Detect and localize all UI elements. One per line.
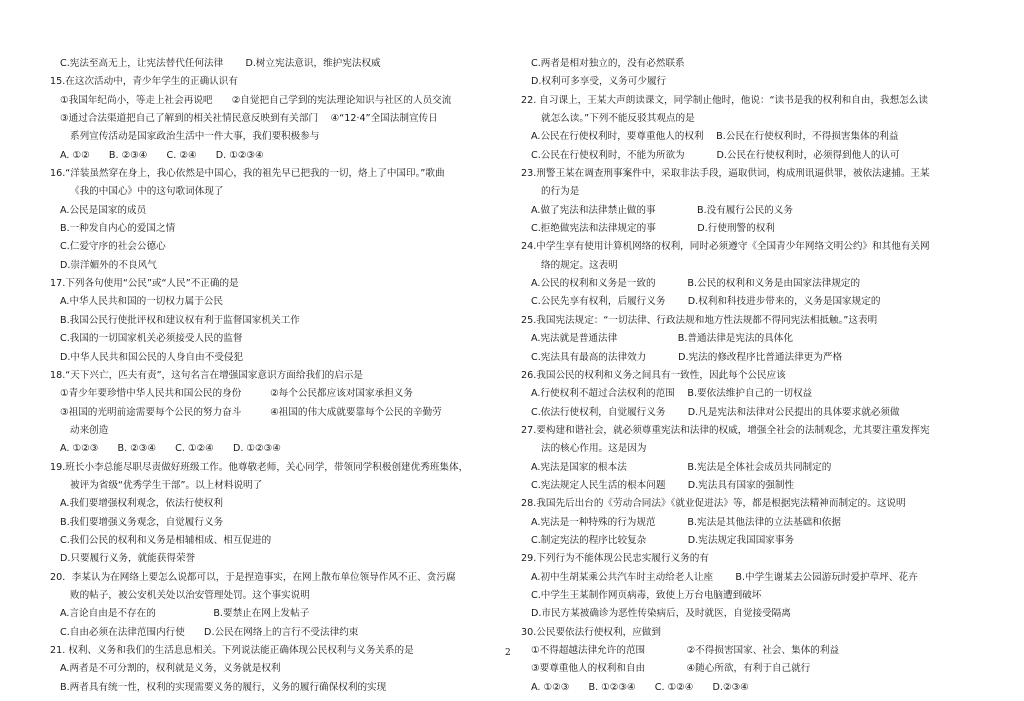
left-line-1: C.宪法至高无上，让宪法替代任何法律 D.树立宪法意识，维护宪法权威 (60, 58, 381, 69)
page-number: 2 (505, 648, 511, 658)
right-line-6: C.公民在行使权利时，不能为所欲为 D.公民在行使权利时，必须得到他人的认可 (531, 149, 900, 161)
left-line-17: D.中华人民共和国公民的人身自由不受侵犯 (60, 351, 244, 363)
left-line-35: B.两者具有统一性，权利的实现需要义务的履行，义务的履行确保权利的实现 (60, 681, 387, 693)
left-line-31: A.言论自由是不存在的 B.要禁止在网上发帖子 (60, 608, 310, 620)
right-line-31: D.市民方某被确诊为恶性传染病后，及时就医，自觉接受隔离 (531, 608, 791, 620)
left-line-15: B.我国公民行使批评权和建议权有利于监督国家机关工作 (60, 314, 300, 326)
left-line-13: 17.下列各句使用“公民”或“人民”不正确的是 (50, 278, 239, 290)
right-line-14: C.公民先享有权利，后履行义务 D.权利和科技进步带来的，义务是国家规定的 (531, 296, 881, 308)
right-line-16: A.宪法就是普通法律 B.普通法律是宪法的具体化 (531, 333, 793, 345)
right-line-24: C.宪法规定人民生活的根本问题 D.宪法具有国家的强制性 (531, 479, 795, 491)
right-line-8: 的行为是 (541, 186, 580, 198)
right-line-7: 23.刑警王某在调查刑事案件中，采取非法手段，逼取供词，构成刑讯逼供罪，被依法逮捕。王某 (521, 168, 930, 180)
right-line-18: 26.我国公民的权利和义务之间具有一致性，因此每个公民应该 (521, 369, 786, 381)
right-line-4: 就怎么读。”下列不能反驳其观点的是 (541, 113, 695, 125)
left-line-14: A.中华人民共和国的一切权力属于公民 (60, 296, 223, 308)
right-line-28: 29.下列行为不能体现公民忠实履行义务的有 (521, 553, 709, 565)
right-line-21: 27.要构建和谐社会，就必须尊重宪法和法律的权威，增强全社会的法制观念，尤其要注重发挥宪 (521, 424, 930, 436)
right-line-26: A.宪法是一种特殊的行为规范 B.宪法是其他法律的立法基础和依据 (531, 516, 841, 528)
right-line-27: C.制定宪法的程序比较复杂 D.宪法规定我国国家事务 (531, 534, 795, 546)
left-line-29: 20．李某认为在网络上要怎么说都可以，于是捏造事实，在网上散布单位领导作风不正、贪污腐 (50, 571, 456, 583)
left-line-8: 《我的中国心》中的这句歌词体现了 (70, 186, 224, 198)
left-line-27: C.我们公民的权利和义务是相辅相成、相互促进的 (60, 534, 272, 546)
right-line-17: C.宪法具有最高的法律效力 D.宪法的修改程序比普通法律更为严格 (531, 351, 843, 363)
right-line-29: A.初中生胡某乘公共汽车时主动给老人让座 B.中学生谢某去公园游玩时爱护草坪、花卉 (531, 571, 918, 583)
right-line-22: 法的核心作用。这是因为 (541, 443, 647, 455)
right-line-20: C.依法行使权利，自觉履行义务 D.凡是宪法和法律对公民提出的具体要求就必须做 (531, 406, 900, 418)
left-line-2: 15.在这次活动中，青少年学生的正确认识有 (50, 76, 238, 88)
left-line-25: A.我们要增强权利观念，依法行使权利 (60, 498, 223, 510)
left-line-3: ①我国年纪尚小，等走上社会再说吧 ②自觉把自己学到的宪法理论知识与社区的人员交流 (60, 94, 452, 106)
right-line-5: A.公民在行使权利时，要尊重他人的权利 B.公民在行使权利时，不得损害集体的利益 (531, 131, 899, 143)
left-line-12: D.崇洋媚外的不良风气 (60, 259, 157, 271)
left-line-22: A. ①②③ B. ②③④ C. ①②④ D. ①②③④ (60, 443, 281, 455)
right-line-35: A. ①②③ B. ①②③④ C. ①②④ D.②③④ (531, 681, 749, 693)
right-line-3: 22. 自习课上，王某大声朗读课文，同学制止他时，他说：“读书是我的权利和自由，我想怎么读 (521, 94, 929, 106)
right-line-12: 络的规定。这表明 (541, 259, 618, 271)
right-line-33: ①不得超越法律允许的范围 ②不得损害国家、社会、集体的利益 (531, 645, 840, 656)
left-line-7: 16.“洋装虽然穿在身上，我心依然是中国心，我的祖先早已把我的一切，烙上了中国印。”歌曲 (50, 168, 445, 180)
left-line-4: ③通过合法渠道把自己了解到的相关社情民意反映到有关部门 ④“12·4”全国法制宣传日 (60, 113, 438, 125)
left-line-28: D.只要履行义务，就能获得荣誉 (60, 553, 196, 565)
left-line-11: C.仁爱守序的社会公德心 (60, 241, 166, 253)
right-line-11: 24.中学生享有使用计算机网络的权利，同时必须遵守《全国青少年网络文明公约》和其他有关网 (521, 241, 930, 253)
right-line-2: D.权利可多享受，义务可少履行 (531, 76, 667, 88)
left-line-26: B.我们要增强义务观念，自觉履行义务 (60, 516, 224, 528)
right-line-9: A.做了宪法和法律禁止做的事 B.没有履行公民的义务 (531, 204, 793, 216)
right-line-32: 30.公民要依法行使权利，应做到 (521, 626, 661, 638)
left-line-9: A.公民是国家的成员 (60, 204, 147, 216)
left-line-24: 被评为省级“优秀学生干部”。以上材料说明了 (70, 479, 263, 491)
left-line-32: C.自由必须在法律范围内行使 D.公民在网络上的言行不受法律约束 (60, 626, 359, 638)
left-line-6: A. ①② B. ②③④ C. ②④ D. ①②③④ (60, 149, 264, 161)
right-line-23: A.宪法是国家的根本法 B.宪法是全体社会成员共同制定的 (531, 461, 832, 473)
left-line-30: 败的帖子，被公安机关处以治安管理处罚。这个事实说明 (70, 589, 310, 601)
left-line-5: 系列宣传活动是国家政治生活中一件大事，我们要积极参与 (70, 131, 320, 143)
right-line-25: 28.我国先后出台的《劳动合同法》《就业促进法》等，都是根据宪法精神而制定的。这说明 (521, 498, 906, 510)
left-line-33: 21. 权利、义务和我们的生活息息相关。下列说法能正确体现公民权利与义务关系的是 (50, 645, 414, 656)
left-line-19: ①青少年要珍惜中华人民共和国公民的身份 ②每个公民都应该对国家承担义务 (60, 388, 413, 400)
left-line-23: 19.班长小李总能尽职尽责做好班级工作。他尊敬老师，关心同学，带领同学积极创建优秀班集体， (50, 461, 469, 473)
left-line-10: B.一种发自内心的爱国之情 (60, 223, 176, 235)
right-line-10: C.拒绝做宪法和法律规定的事 D.行使刑警的权利 (531, 223, 775, 235)
right-line-15: 25.我国宪法规定：“一切法律、行政法规和地方性法规都不得同宪法相抵触。”这表明 (521, 314, 878, 326)
right-line-19: A.行使权利不超过合法权利的范围 B.要依法维护自己的一切权益 (531, 388, 813, 400)
left-line-16: C.我国的一切国家机关必须接受人民的监督 (60, 333, 243, 345)
right-column (521, 55, 976, 697)
right-line-30: C.中学生王某制作网页病毒，致使上万台电脑遭到破坏 (531, 589, 762, 601)
right-line-1: C.两者是相对独立的，没有必然联系 (531, 58, 685, 69)
left-column (50, 55, 505, 697)
left-line-18: 18.“天下兴亡，匹夫有责”，这句名言在增强国家意识方面给我们的启示是 (50, 369, 364, 381)
right-line-13: A.公民的权利和义务是一致的 B.公民的权利和义务是由国家法律规定的 (531, 278, 861, 290)
left-line-34: A.两者是不可分割的，权利就是义务，义务就是权利 (60, 663, 281, 675)
left-line-20: ③祖国的光明前途需要每个公民的努力奋斗 ④祖国的伟大成就要靠每个公民的辛勤劳 (60, 406, 442, 418)
left-line-21: 动来创造 (70, 424, 109, 436)
right-line-34: ③要尊重他人的权利和自由 ④随心所欲，有利于自己就行 (531, 663, 811, 675)
